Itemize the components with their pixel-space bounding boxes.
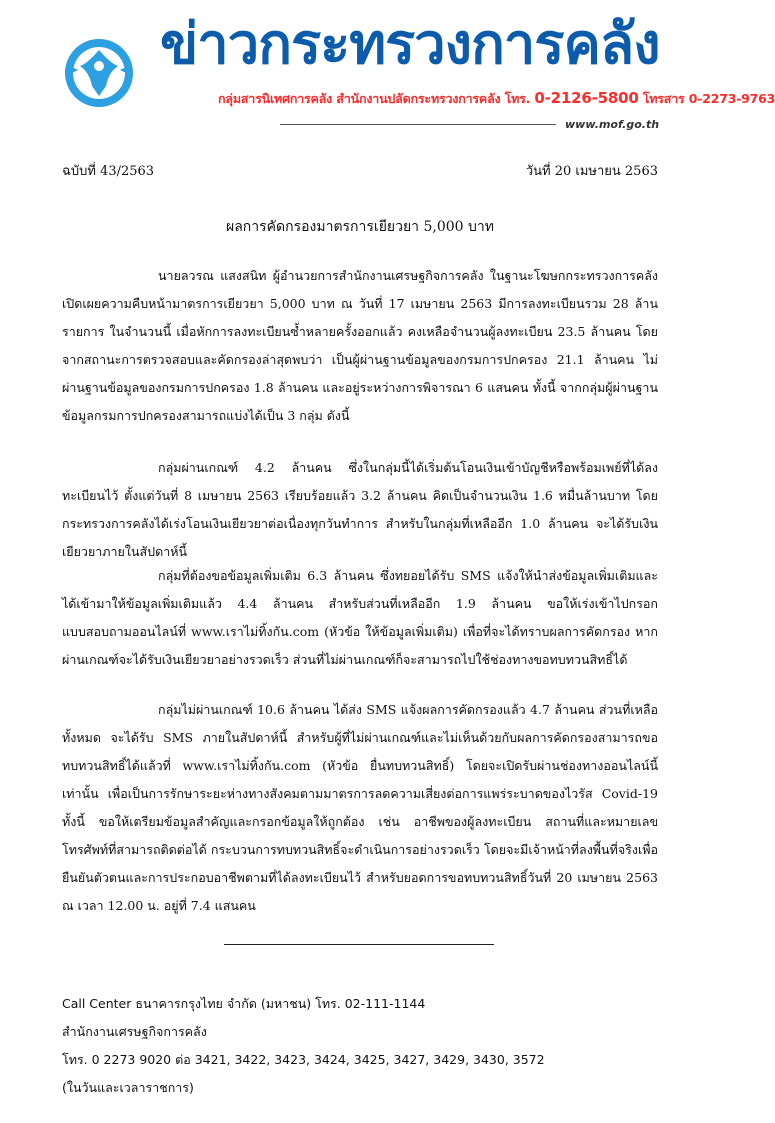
paragraph-intro: นายลวรณ แสงสนิท ผู้อำนวยการสำนักงานเศรษฐกิจการคลัง ในฐานะโฆษกกระทรวงการคลัง เปิดเผยความคืบหน้ามาตรการเยียวยา 5,000 บาท ณ วันที่ 17 เมษายน 2563 มีการลงทะเบียนรวม 28 ล้านรายการ ในจำนวนนี้ เมื่อหักการลงทะเบียนซ้ำหลายครั้งออกแล้ว คงเหลือจำนวนผู้ลงทะเบียน 23.5 ล้านคน โดยจากสถานะการตรวจสอบและคัดกรองล่าสุดพบว่า เป็นผู้ผ่านฐานข้อมูลของกรมการปกครอง 21.1 ล้านคน ไม่ผ่านฐานข้อมูลของกรมการปกครอง 1.8 ล้านคน และอยู่ระหว่างการพิจารณา 6 แสนคน ทั้งนี้ จากกลุ่มผู้ผ่านฐานข้อมูลกรมการปกครองสามารถแบ่งได้เป็น 3 กลุ่ม ดังนี้ [62,268,658,423]
issue-number: ฉบับที่ 43/2563 [62,164,155,179]
phone-line: โทร. 0 2273 9020 ต่อ 3421, 3422, 3423, 3424, 3425, 3427, 3429, 3430, 3572 [62,1052,545,1067]
website-url: www.mof.go.th [565,118,660,131]
contact-footer [62,990,545,1102]
paragraph-group-more-info: กลุ่มที่ต้องขอข้อมูลเพิ่มเติม 6.3 ล้านคน ซึ่งทยอยได้รับ SMS แจ้งให้นำส่งข้อมูลเพิ่มเติมและได้เข้ามาให้ข้อมูลเพิ่มเติมแล้ว 4.4 ล้านคน สำหรับส่วนที่เหลืออีก 1.9 ล้านคน ขอให้เร่งเข้าไปกรอกแบบสอบถามออนไลน์ที่ www.เราไม่ทิ้งกัน.com (หัวข้อ ให้ข้อมูลเพิ่มเติม) เพื่อที่จะได้ทราบผลการคัดกรอง หากผ่านเกณฑ์จะได้รับเงินเยียวยาอย่างรวดเร็ว ส่วนที่ไม่ผ่านเกณฑ์ก็จะสามารถไปใช้ช่องทางขอทบทวนสิทธิ์ได้ [62,568,658,667]
paragraph-group-fail: กลุ่มไม่ผ่านเกณฑ์ 10.6 ล้านคน ได้ส่ง SMS แจ้งผลการคัดกรองแล้ว 4.7 ล้านคน ส่วนที่เหลือทั้งหมด จะได้รับ SMS ภายในสัปดาห์นี้ สำหรับผู้ที่ไม่ผ่านเกณฑ์และไม่เห็นด้วยกับผลการคัดกรองสามารถขอทบทวนสิทธิ์ได้แล้วที่ www.เราไม่ทิ้งกัน.com (หัวข้อ ยื่นทบทวนสิทธิ์) โดยจะเปิดรับผ่านช่องทางออนไลน์นี้เท่านั้น เพื่อเป็นการรักษาระยะห่างทางสังคมตามมาตรการลดความเสี่ยงต่อการแพร่ระบาดของไวรัส Covid-19 ทั้งนี้ ขอให้เตรียมข้อมูลสำคัญและกรอกข้อมูลให้ถูกต้อง เช่น อาชีพของผู้ลงทะเบียน สถานที่และหมายเลขโทรศัพท์ที่สามารถติดต่อได้ กระบวนการทบทวนสิทธิ์จะดำเนินการอย่างรวดเร็ว โดยจะมีเจ้าหน้าที่ลงพื้นที่จริงเพื่อยืนยันตัวตนและการประกอบอาชีพตามที่ได้ลงทะเบียนไว้ สำหรับยอดการขอทบทวนสิทธิ์วันที่ 20 เมษายน 2563 ณ เวลา 12.00 น. อยู่ที่ 7.4 แสนคน [62,702,658,913]
call-center-line: Call Center ธนาคารกรุงไทย จำกัด (มหาชน) โทร. 02-111-1144 [62,996,426,1011]
tel-number: 0-2126-5800 [534,89,639,107]
hours-line: (ในวันและเวลาราชการ) [62,1080,194,1095]
newsletter-title: ข่าวกระทรวงการคลัง [160,12,660,77]
paragraph-group-pass: กลุ่มผ่านเกณฑ์ 4.2 ล้านคน ซึ่งในกลุ่มนี้ได้เริ่มต้นโอนเงินเข้าบัญชีหรือพร้อมเพย์ที่ได้ลงทะเบียนไว้ ตั้งแต่วันที่ 8 เมษายน 2563 เรียบร้อยแล้ว 3.2 ล้านคน คิดเป็นจำนวนเงิน 1.6 หมื่นล้านบาท โดยกระทรวงการคลังได้เร่งโอนเงินเยียวยาต่อเนื่องทุกวันทำการ สำหรับในกลุ่มที่เหลืออีก 1.0 ล้านคน จะได้รับเงินเยียวยาภายในสัปดาห์นี้ [62,460,658,559]
issue-date: วันที่ 20 เมษายน 2563 [525,164,658,179]
tel-label: โทร. [504,91,531,106]
office-line: สำนักงานเศรษฐกิจการคลัง [62,1024,207,1039]
office-contact-line [218,89,775,109]
header-rule [280,124,556,125]
document-title: ผลการคัดกรองมาตรการเยียวยา 5,000 บาท [226,219,494,235]
letterhead [0,0,775,140]
fax-number: โทรสาร 0-2273-9763 [642,91,775,106]
garuda-logo-icon [62,36,136,110]
office-name: กลุ่มสารนิเทศการคลัง สำนักงานปลัดกระทรวงการคลัง [218,91,501,106]
section-divider [224,944,494,945]
